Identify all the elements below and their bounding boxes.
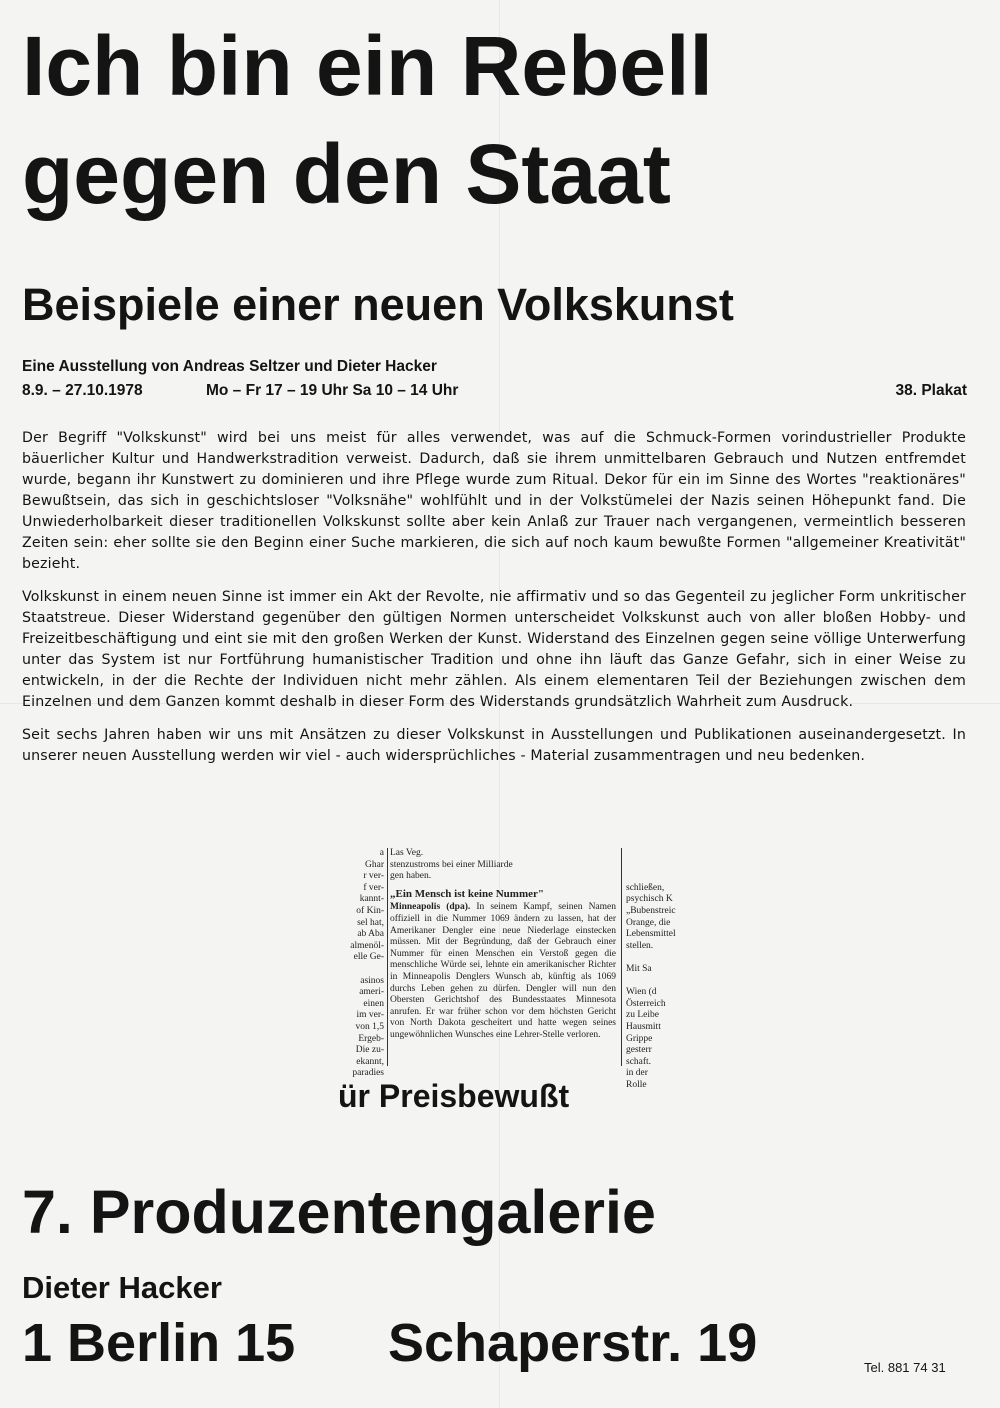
clipping-line: kannt-	[359, 894, 384, 905]
clipping-line: im ver-	[356, 1010, 384, 1021]
clipping-article-body	[390, 902, 616, 1041]
clipping-line: Ergeb-	[358, 1033, 384, 1044]
clipping-line: Grippe	[626, 1033, 653, 1044]
telephone: Tel. 881 74 31	[864, 1360, 946, 1375]
clipping-left-column	[340, 848, 384, 1080]
exhibition-dates: 8.9. – 27.10.1978	[22, 382, 143, 399]
clipping-line: of Kin-	[356, 905, 384, 916]
gallery-name: 7. Produzentengalerie	[22, 1178, 656, 1246]
clipping-line: asinos	[360, 975, 384, 986]
clipping-line: psychisch K	[626, 894, 673, 905]
clipping-line: einen	[363, 998, 384, 1009]
clipping-line: Orange, die	[626, 917, 671, 928]
clipping-headline-fragment: ür Preisbewußt	[338, 1078, 570, 1114]
clipping-top-lines	[390, 848, 616, 883]
clipping-line: gesterr	[626, 1045, 652, 1056]
clipping-line: Ghar	[365, 859, 384, 870]
clipping-line: stenzustroms bei einer Milliarde	[390, 859, 513, 870]
body-text	[22, 428, 966, 779]
newspaper-clipping	[340, 848, 676, 1090]
clipping-line	[340, 964, 384, 976]
clipping-line: sel hat,	[357, 917, 384, 928]
clipping-article	[390, 848, 616, 1042]
exhibition-credit: Eine Ausstellung von Andreas Seltzer und Dieter Hacker	[22, 358, 437, 375]
clipping-line: ab Aba	[357, 929, 384, 940]
opening-hours: Mo – Fr 17 – 19 Uhr Sa 10 – 14 Uhr	[206, 382, 459, 399]
clipping-column-rule	[621, 848, 622, 1066]
clipping-line: Wien (d	[626, 987, 657, 998]
clipping-article-text: In seinem Kampf, seinen Namen offiziell in die Nummer 1069 ändern zu lassen, hat der Amerikaner Dengler eine neue Niederlage einstecken müssen. Mit der Begründung, daß der Gebrauch einer Nummer für einen Menschen ein Verstoß gegen die menschliche Würde sei, lehnte ein amerikanischer Richter in Minneapolis Denglers Wunsch ab, künftig als 1069 durchs Leben gehen zu dürfen. Dengler will nun den Obersten Gerichtshof des Bundesstaates Minnesota anrufen. Er war früher schon vor dem höchsten Gericht von North Dakota gescheitert und hatte wegen seines ungewöhnlichen Wunsches eine Lehrer-Stelle verloren.	[390, 902, 617, 1040]
clipping-line: Lebensmittel	[626, 929, 676, 940]
clipping-column-rule	[387, 848, 388, 1066]
clipping-line: von 1,5	[355, 1021, 384, 1032]
clipping-line: Mit Sa	[626, 963, 652, 974]
clipping-line: Österreich	[626, 998, 666, 1009]
clipping-line	[626, 848, 670, 860]
clipping-line: Hausmitt	[626, 1021, 661, 1032]
clipping-article-dateline: Minneapolis (dpa).	[390, 902, 471, 913]
clipping-line: r ver-	[363, 871, 384, 882]
gallery-owner: Dieter Hacker	[22, 1270, 222, 1305]
body-paragraph: Der Begriff "Volkskunst" wird bei uns meist für alles verwendet, was auf die Schmuck-Formen vorindustrieller Produkte bäuerlicher Kultur und Handwerkstradition verweist. Dadurch, daß sie ihrem unmittelbaren Gebrauch und Nutzen entfremdet wurde, begann ihr Kunstwert zu dominieren und ihre Pflege wurde zum Ritual. Dekor für ein im Sinne des Wortes "reaktionäres" Bewußtsein, das sich in geschichtsloser "Volksnähe" wohlfühlt und in der Volkstümelei der Nazis seinen Höhepunkt fand. Die Unwiederholbarkeit dieser traditionellen Volkskunst sollte aber kein Anlaß zur Trauer nach vergangenen, vermeintlich besseren Zeiten sein: eher sollte sie den Beginn einer Suche markieren, die sich auf noch kaum bewußte Formen "allgemeiner Kreativität" bezieht.	[22, 430, 966, 572]
clipping-line: ameri-	[359, 987, 384, 998]
address-city: 1 Berlin 15	[22, 1313, 296, 1373]
clipping-line: stellen.	[626, 940, 654, 951]
clipping-line: Rolle	[626, 1079, 647, 1090]
clipping-line: schaft.	[626, 1056, 652, 1067]
headline-line-2: gegen den Staat	[22, 127, 671, 221]
clipping-line: f ver-	[363, 882, 384, 893]
clipping-right-column	[626, 848, 676, 1091]
clipping-article-title: „Ein Mensch ist keine Nummer"	[390, 887, 544, 900]
clipping-line	[626, 860, 670, 872]
clipping-line: elle Ge-	[353, 952, 384, 963]
body-paragraph: Seit sechs Jahren haben wir uns mit Ansätzen zu dieser Volkskunst in Ausstellungen und Publikationen auseinandergesetzt. In unserer neuen Ausstellung werden wir viel - auch widersprüchliches - Material zusammentragen und neu bedenken.	[22, 727, 966, 764]
clipping-line: paradies	[352, 1068, 384, 1079]
clipping-line	[626, 976, 670, 988]
clipping-line: Die zu-	[355, 1045, 384, 1056]
clipping-line	[626, 952, 670, 964]
body-paragraph: Volkskunst in einem neuen Sinne ist immer ein Akt der Revolte, nie affirmativ und so das Gegenteil zu jeglicher Form unkritischer Staatstreue. Dieser Widerstand gegenüber den gültigen Normen unterscheidet Volkskunst auch von aller bloßen Hobby- und Freizeitbeschäftigung und eint sie mit den großen Werken der Kunst. Widerstand des Einzelnen gegen seine völlige Unterwerfung unter das System ist nur Fortführung humanistischer Tradition und ohne ihn läuft das Ganze Gefahr, sich in einer Weise zu entwickeln, in der die Rechte der Individuen nicht mehr zählen. Als einem elementaren Teil der Beziehungen zwischen dem Einzelnen und dem Ganzen kommt deshalb in dieser Form des Widerstands grundsätzlich Wahrheit zum Ausdruck.	[22, 589, 966, 710]
poster-number: 38. Plakat	[895, 382, 967, 399]
clipping-line: a	[379, 848, 384, 858]
clipping-line: almenöl-	[350, 940, 384, 951]
clipping-line: schließen,	[626, 882, 665, 893]
clipping-line: gen haben.	[390, 871, 432, 882]
clipping-line: ekannt,	[356, 1056, 384, 1067]
subtitle: Beispiele einer neuen Volkskunst	[22, 279, 734, 330]
clipping-line: in der	[626, 1068, 648, 1079]
clipping-line: „Bubenstreic	[626, 905, 676, 916]
address-street: Schaperstr. 19	[388, 1313, 758, 1373]
clipping-line	[626, 871, 670, 883]
clipping-line: Las Veg.	[390, 848, 424, 858]
clipping-line: zu Leibe	[626, 1010, 659, 1021]
headline-line-1: Ich bin ein Rebell	[22, 19, 713, 113]
